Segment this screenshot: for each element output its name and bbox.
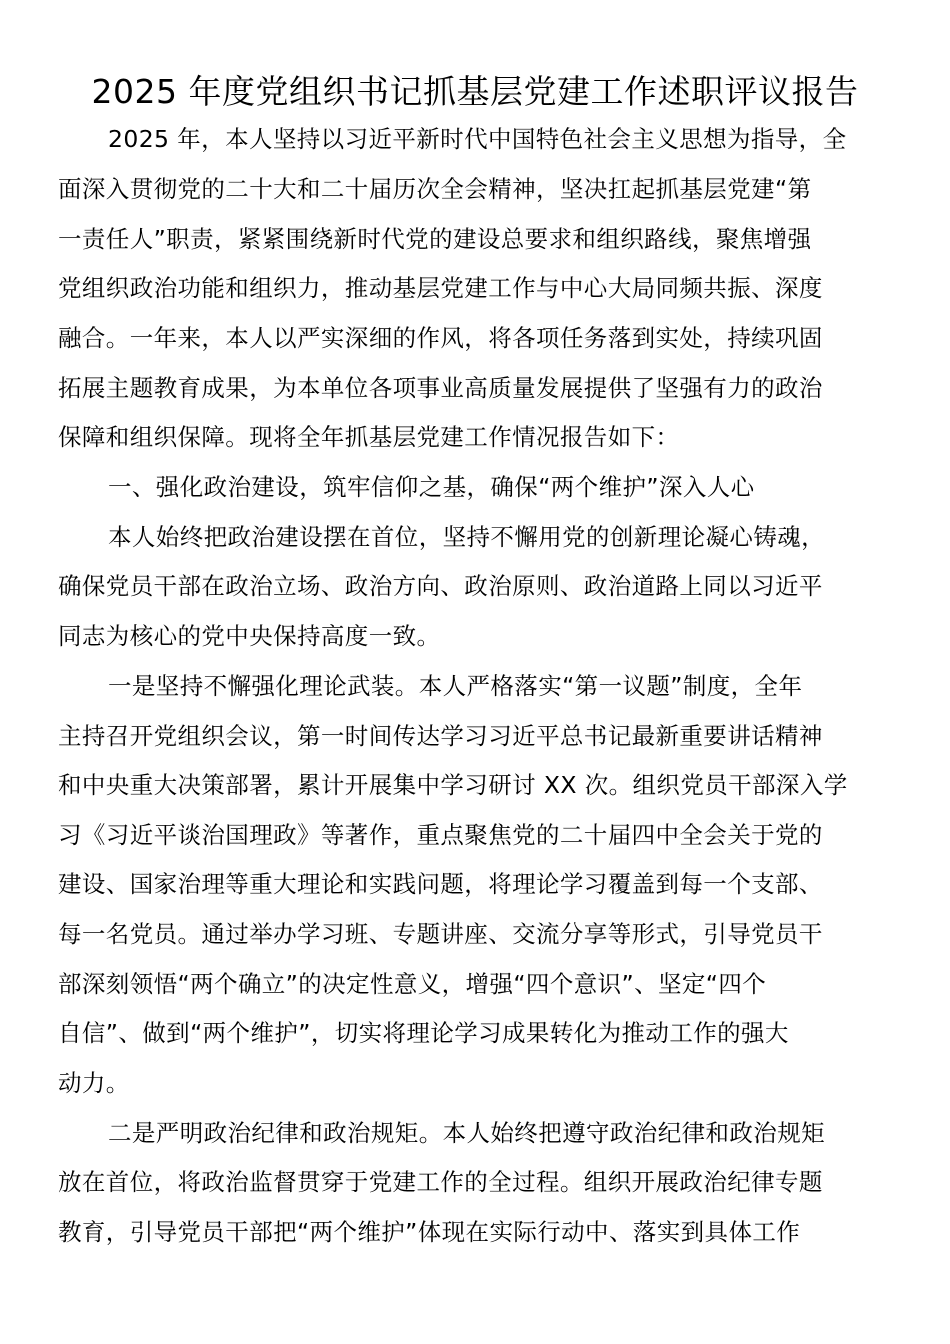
paragraph-theory-line: 和中央重大决策部署，累计开展集中学习研讨 XX 次。组织党员干部深入学 [58, 771, 848, 799]
paragraph-intro-line: 拓展主题教育成果，为本单位各项事业高质量发展提供了坚强有力的政治 [58, 374, 823, 402]
paragraph-theory-line: 一是坚持不懈强化理论武装。本人严格落实“第一议题”制度，全年 [108, 672, 803, 700]
paragraph-intro-line: 党组织政治功能和组织力，推动基层党建工作与中心大局同频共振、深度 [58, 274, 823, 302]
paragraph-theory-line: 动力。 [58, 1069, 130, 1097]
paragraph-political-line: 确保党员干部在政治立场、政治方向、政治原则、政治道路上同以习近平 [58, 572, 823, 600]
paragraph-theory-line: 自信”、做到“两个维护”，切实将理论学习成果转化为推动工作的强大 [58, 1019, 789, 1047]
paragraph-intro-line: 一责任人”职责，紧紧围绕新时代党的建设总要求和组织路线，聚焦增强 [58, 225, 812, 253]
paragraph-intro-line: 面深入贯彻党的二十大和二十届历次全会精神，坚决扛起抓基层党建“第 [58, 175, 812, 203]
paragraph-theory-line: 每一名党员。通过举办学习班、专题讲座、交流分享等形式，引导党员干 [58, 920, 823, 948]
document-title: 2025 年度党组织书记抓基层党建工作述职评议报告 [91, 72, 859, 111]
paragraph-theory-line: 习《习近平谈治国理政》等著作，重点聚焦党的二十届四中全会关于党的 [58, 821, 823, 849]
paragraph-discipline-line: 教育，引导党员干部把“两个维护”体现在实际行动中、落实到具体工作 [58, 1218, 801, 1246]
paragraph-theory-line: 主持召开党组织会议，第一时间传达学习习近平总书记最新重要讲话精神 [58, 722, 823, 750]
paragraph-discipline-line: 放在首位，将政治监督贯穿于党建工作的全过程。组织开展政治纪律专题 [58, 1168, 823, 1196]
paragraph-intro-line: 2025 年，本人坚持以习近平新时代中国特色社会主义思想为指导，全 [108, 125, 847, 153]
paragraph-political-line: 同志为核心的党中央保持高度一致。 [58, 622, 441, 650]
paragraph-political-line: 本人始终把政治建设摆在首位，坚持不懈用党的创新理论凝心铸魂， [108, 523, 825, 551]
paragraph-theory-line: 建设、国家治理等重大理论和实践问题，将理论学习覆盖到每一个支部、 [58, 870, 823, 898]
paragraph-discipline-line: 二是严明政治纪律和政治规矩。本人始终把遵守政治纪律和政治规矩 [108, 1119, 825, 1147]
paragraph-intro-line: 融合。一年来，本人以严实深细的作风，将各项任务落到实处，持续巩固 [58, 324, 823, 352]
paragraph-theory-line: 部深刻领悟“两个确立”的决定性意义，增强“四个意识”、坚定“四个 [58, 970, 767, 998]
paragraph-intro-line: 保障和组织保障。现将全年抓基层党建工作情况报告如下： [58, 423, 680, 451]
section-heading-1: 一、强化政治建设，筑牢信仰之基，确保“两个维护”深入人心 [108, 473, 755, 501]
